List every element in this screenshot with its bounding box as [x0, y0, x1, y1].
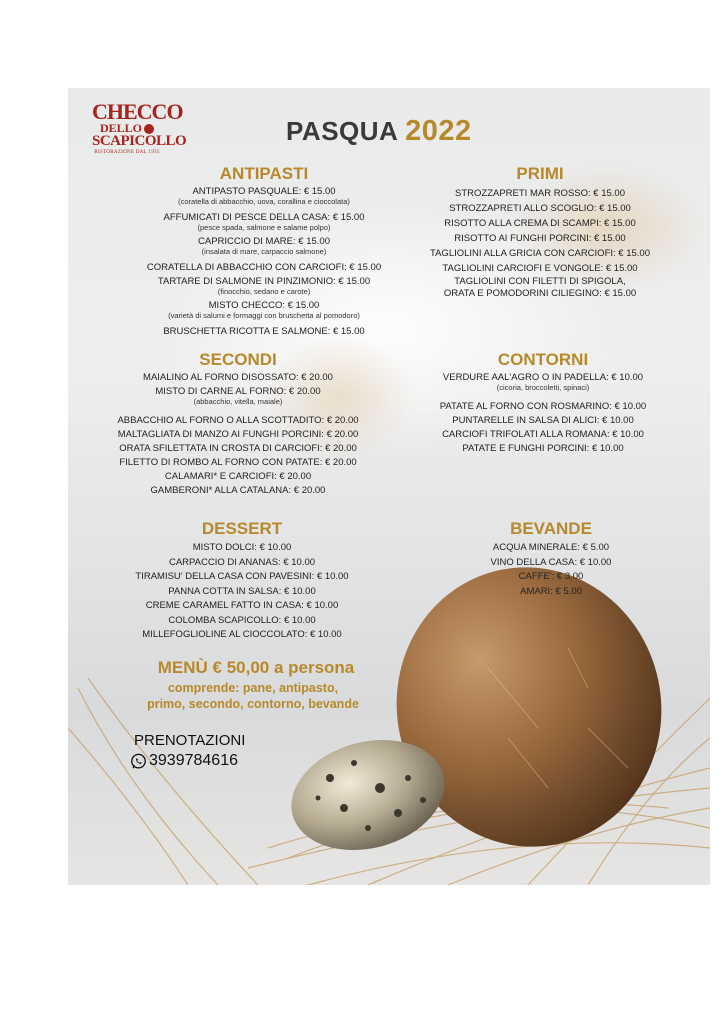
- menu-item: CORATELLA DI ABBACCHIO CON CARCIOFI: € 15.00: [146, 262, 382, 273]
- bevande-section: [460, 519, 642, 599]
- menu-item-desc: (finocchio, sedano e carote): [217, 287, 311, 296]
- booking-label: PRENOTAZIONI: [134, 732, 246, 749]
- whatsapp-icon: [130, 753, 147, 770]
- menu-item: MILLEFOGLIOLINE AL CIOCCOLATO: € 10.00: [142, 629, 342, 640]
- menu-item: TARTARE DI SALMONE IN PINZIMONIO: € 15.00: [157, 276, 371, 287]
- antipasti-heading: ANTIPASTI: [219, 164, 309, 183]
- logo-tagline: RISTORAZIONE DAL 1935: [94, 149, 160, 155]
- menu-item: PANNA COTTA IN SALSA: € 10.00: [168, 585, 316, 597]
- menu-item: CAFFE': € 3.00: [518, 571, 584, 582]
- title-text: PASQUA: [286, 116, 398, 146]
- booking-phone[interactable]: [130, 752, 238, 770]
- menu-item: AFFUMICATI DI PESCE DELLA CASA: € 15.00: [163, 212, 365, 223]
- menu-item: AMARI: € 5.00: [520, 585, 582, 597]
- menu-item-desc: (abbacchio, vitella, maiale): [193, 397, 283, 406]
- menu-item: TIRAMISU' DELLA CASA CON PAVESINI: € 10.00: [135, 571, 349, 582]
- menu-item: ANTIPASTO PASQUALE: € 15.00: [192, 186, 336, 197]
- menu-item: ABBACCHIO AL FORNO O ALLA SCOTTADITO: € 20.00: [117, 415, 359, 426]
- menu-item: ACQUA MINERALE: € 5.00: [492, 542, 610, 553]
- menu-includes-line-2: primo, secondo, contorno, bevande: [147, 697, 359, 711]
- phone-number: 3939784616: [149, 752, 238, 769]
- logo-line-1: CHECCO: [92, 99, 183, 124]
- menu-item: ORATA E POMODORINI CILIEGINO: € 15.00: [443, 288, 637, 299]
- menu-item: MAIALINO AL FORNO DISOSSATO: € 20.00: [143, 372, 333, 383]
- menu-item: MISTO DI CARNE AL FORNO: € 20.00: [155, 386, 321, 397]
- menu-item: STROZZAPRETI MAR ROSSO: € 15.00: [455, 188, 625, 199]
- menu-item-desc: (pesce spada, salmone e salame polpo): [197, 223, 331, 232]
- bevande-heading: BEVANDE: [510, 519, 592, 538]
- contorni-section: [428, 350, 658, 456]
- menu-item: COLOMBA SCAPICOLLO: € 10.00: [168, 614, 316, 626]
- menu-item: MALTAGLIATA DI MANZO AI FUNGHI PORCINI: € 20.00: [117, 429, 359, 440]
- menu-item-desc: (varietà di salumi e formaggi con bruschetta al pomodoro): [168, 311, 360, 320]
- title-year: 2022: [405, 115, 472, 147]
- menu-item: GAMBERONI* ALLA CATALANA: € 20.00: [150, 485, 326, 496]
- secondi-heading: SECONDI: [199, 350, 277, 369]
- menu-item: MISTO CHECCO: € 15.00: [208, 300, 320, 311]
- menu-poster: [68, 88, 710, 885]
- menu-item: TAGLIOLINI CARCIOFI E VONGOLE: € 15.00: [442, 263, 638, 274]
- menu-item: BRUSCHETTA RICOTTA E SALMONE: € 15.00: [163, 326, 365, 337]
- menu-item: RISOTTO ALLA CREMA DI SCAMPI: € 15.00: [444, 218, 636, 229]
- menu-item: CAPRICCIO DI MARE: € 15.00: [198, 236, 330, 247]
- menu-item: VERDURE AAL'AGRO O IN PADELLA: € 10.00: [442, 372, 644, 383]
- menu-item-desc: (cicoria, broccoletti, spinaci): [496, 383, 590, 392]
- menu-item: CARPACCIO DI ANANAS: € 10.00: [168, 556, 316, 568]
- menu-item: STROZZAPRETI ALLO SCOGLIO: € 15.00: [449, 203, 631, 214]
- menu-item-desc: (coratella di abbacchio, uova, corallina e cioccolata): [178, 197, 350, 206]
- dessert-heading: DESSERT: [201, 519, 283, 538]
- menu-item: FILETTO DI ROMBO AL FORNO CON PATATE: € 20.00: [119, 457, 357, 468]
- menu-item: CARCIOFI TRIFOLATI ALLA ROMANA: € 10.00: [442, 429, 644, 440]
- dessert-section: [124, 519, 360, 643]
- menu-item: CREME CARAMEL FATTO IN CASA: € 10.00: [145, 600, 339, 611]
- menu-includes: [108, 680, 398, 712]
- logo-line-2: DELLO: [99, 120, 142, 135]
- menu-item: TAGLIOLINI ALLA GRICIA CON CARCIOFI: € 15.00: [430, 248, 650, 259]
- menu-item-desc: (insalata di mare, carpaccio salmone): [201, 247, 327, 256]
- restaurant-logo: [92, 99, 187, 155]
- contorni-heading: CONTORNI: [497, 350, 589, 369]
- menu-item: PUNTARELLE IN SALSA DI ALICI: € 10.00: [452, 415, 634, 426]
- page-title: [286, 115, 472, 148]
- menu-item: CALAMARI* E CARCIOFI: € 20.00: [164, 471, 312, 482]
- menu-item: ORATA SFILETTATA IN CROSTA DI CARCIOFI: € 20.00: [119, 443, 357, 454]
- menu-includes-line-1: comprende: pane, antipasto,: [167, 681, 339, 695]
- menu-item: VINO DELLA CASA: € 10.00: [490, 556, 612, 568]
- menu-item: PATATE E FUNGHI PORCINI: € 10.00: [462, 443, 624, 454]
- primi-heading: PRIMI: [516, 164, 564, 183]
- menu-item: PATATE AL FORNO CON ROSMARINO: € 10.00: [439, 401, 647, 412]
- menu-item: RISOTTO AI FUNGHI PORCINI: € 15.00: [454, 233, 626, 244]
- logo-line-3: SCAPICOLLO: [92, 133, 187, 150]
- primi-section: [422, 164, 658, 300]
- menu-item: TAGLIOLINI CON FILETTI DI SPIGOLA,: [454, 276, 626, 287]
- menu-item: MISTO DOLCI: € 10.00: [192, 542, 292, 553]
- menu-price: MENÙ € 50,00 a persona: [157, 658, 355, 677]
- antipasti-section: [114, 164, 414, 338]
- secondi-section: [108, 350, 368, 498]
